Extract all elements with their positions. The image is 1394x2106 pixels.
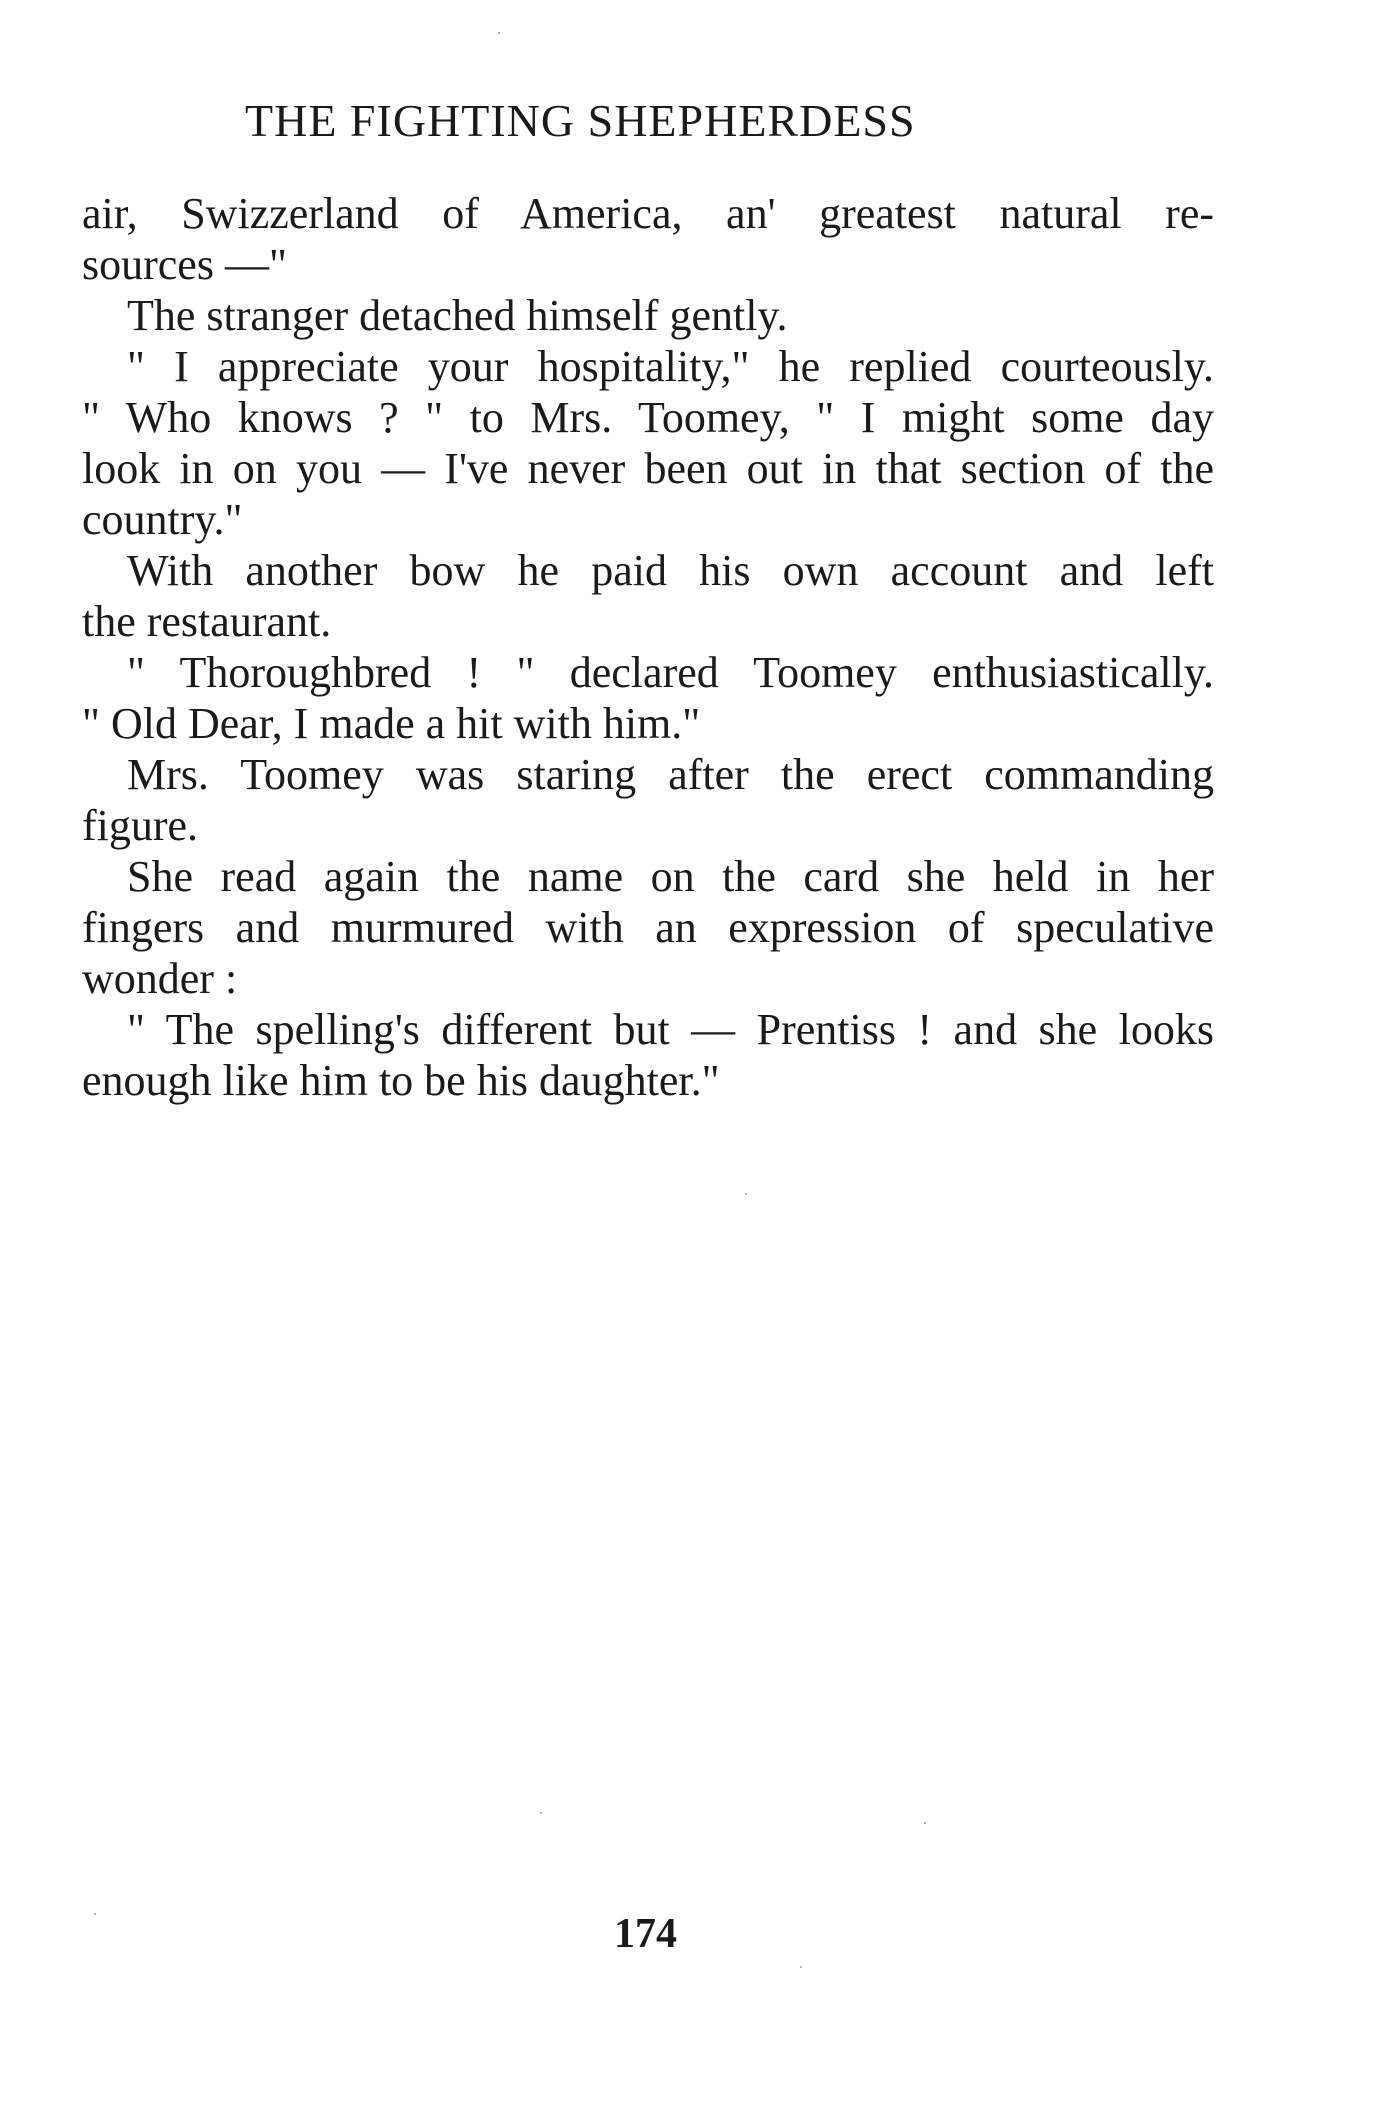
text-line: Mrs. Toomey was staring after the erect commanding [127, 750, 1214, 799]
text-line: " The spelling's different but — Prentiss ! and she looks [127, 1005, 1214, 1054]
text-line: fingers and murmured with an expression of speculative [82, 903, 1214, 952]
paper-speck [924, 1822, 926, 1824]
text-line: look in on you — I've never been out in that section of the [82, 444, 1214, 493]
running-head-title: THE FIGHTING SHEPHERDESS [245, 95, 916, 146]
text-line: She read again the name on the card she held in her [127, 852, 1214, 901]
text-line: figure. [82, 801, 199, 850]
text-line: air, Swizzerland of America, an' greatest natural re- [82, 189, 1214, 238]
paper-speck [498, 32, 500, 34]
paper-speck [745, 1193, 747, 1195]
text-line: The stranger detached himself gently. [127, 291, 788, 340]
text-line: " Who knows ? " to Mrs. Toomey, " I might some day [82, 393, 1214, 442]
paper-speck [800, 1966, 802, 1968]
text-line: " Old Dear, I made a hit with him." [82, 699, 701, 748]
text-line: With another bow he paid his own account and left [127, 546, 1214, 595]
text-line: " I appreciate your hospitality," he replied courteously. [127, 342, 1214, 391]
paper-speck [540, 1812, 542, 1814]
text-line: country." [82, 495, 243, 544]
text-line: the restaurant. [82, 597, 332, 646]
text-line: enough like him to be his daughter." [82, 1056, 720, 1105]
body-text [82, 188, 1214, 1106]
page-number: 174 [614, 1911, 677, 1957]
paper-speck [94, 1913, 96, 1915]
text-line: sources —" [82, 240, 287, 289]
text-line: wonder : [82, 954, 238, 1003]
text-line: " Thoroughbred ! " declared Toomey enthusiastically. [127, 648, 1214, 697]
